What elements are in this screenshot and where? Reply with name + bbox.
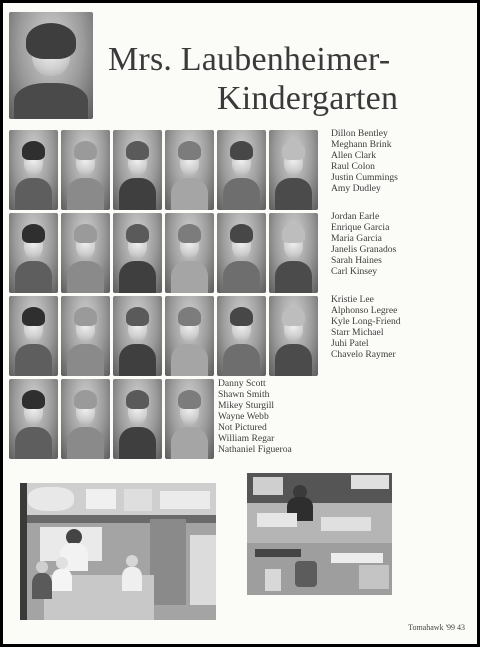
student-name: Juhi Patel (331, 338, 369, 349)
student-name: Danny Scott (218, 378, 266, 389)
student-name: Carl Kinsey (331, 266, 378, 277)
student-name: Janelis Granados (331, 244, 397, 255)
student-name: Raul Colon (331, 161, 375, 172)
classroom-photo-right (247, 473, 392, 595)
name-list-row-3 (331, 294, 401, 360)
student-portrait (269, 296, 318, 376)
not-pictured-heading: Not Pictured (218, 422, 267, 433)
student-portrait (165, 296, 214, 376)
student-name: Alphonso Legree (331, 305, 398, 316)
classroom-photo-left (20, 483, 216, 620)
student-name: Maria Garcia (331, 233, 382, 244)
student-portrait (217, 296, 266, 376)
student-portrait (9, 130, 58, 210)
student-portrait (9, 379, 58, 459)
student-portrait (9, 213, 58, 293)
student-portrait (165, 213, 214, 293)
student-portrait (113, 379, 162, 459)
page-title-teacher: Mrs. Laubenheimer- (108, 41, 391, 78)
teacher-portrait (9, 12, 93, 119)
student-portrait (113, 130, 162, 210)
page-title-class: Kindergarten (217, 80, 399, 117)
student-portrait (165, 379, 214, 459)
student-name: Justin Cummings (331, 172, 398, 183)
student-name: Amy Dudley (331, 183, 381, 194)
student-name: Meghann Brink (331, 139, 392, 150)
student-name: Starr Michael (331, 327, 384, 338)
page-footer: Tomahawk '99 43 (408, 623, 465, 632)
student-portrait (61, 296, 110, 376)
name-list-row-2 (331, 211, 396, 277)
student-portrait (269, 130, 318, 210)
student-name: Shawn Smith (218, 389, 270, 400)
student-name: Mikey Sturgill (218, 400, 275, 411)
student-name: Chavelo Raymer (331, 349, 396, 360)
name-list-row-1 (331, 128, 398, 194)
student-name: Allen Clark (331, 150, 377, 161)
student-portrait (61, 213, 110, 293)
student-name: Sarah Haines (331, 255, 382, 266)
student-name: Wayne Webb (218, 411, 269, 422)
name-list-row-4 (218, 378, 292, 455)
student-portrait (269, 213, 318, 293)
student-portrait (217, 213, 266, 293)
student-portrait (113, 213, 162, 293)
student-portrait (9, 296, 58, 376)
student-portrait (61, 130, 110, 210)
student-name: Enrique Garcia (331, 222, 390, 233)
student-name: Nathaniel Figueroa (218, 444, 292, 455)
student-portrait (165, 130, 214, 210)
student-name: Dillon Bentley (331, 128, 388, 139)
student-name: William Regar (218, 433, 275, 444)
student-name: Jordan Earle (331, 211, 380, 222)
student-name: Kyle Long-Friend (331, 316, 401, 327)
yearbook-page (3, 3, 477, 644)
student-portrait (61, 379, 110, 459)
student-portrait (113, 296, 162, 376)
student-name: Kristie Lee (331, 294, 374, 305)
student-portrait (217, 130, 266, 210)
